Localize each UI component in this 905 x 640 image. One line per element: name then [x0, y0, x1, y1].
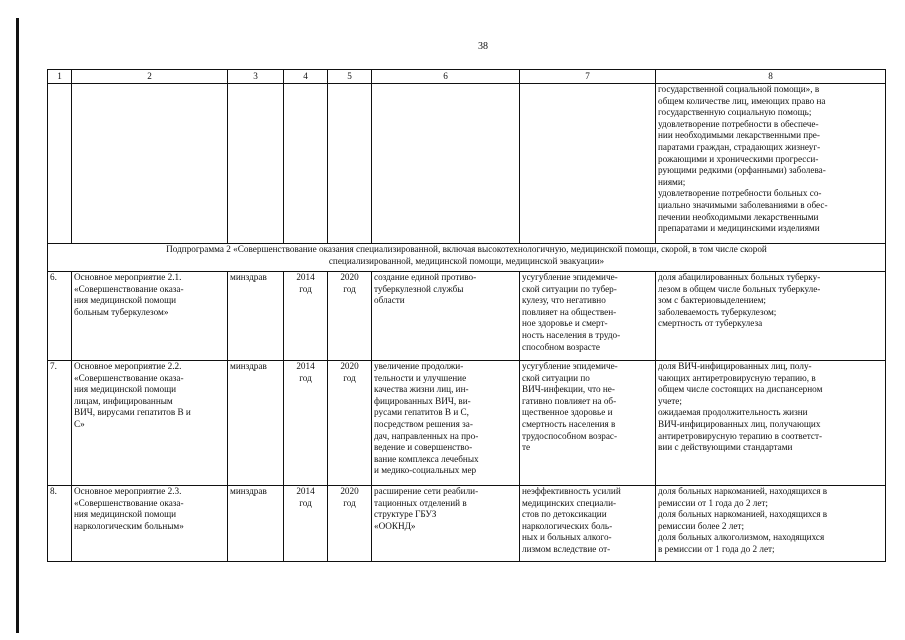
text-line: государственной социальной помощи», в: [658, 84, 820, 94]
text-line: С»: [74, 418, 85, 429]
text-line: ность населения в трудо-: [522, 329, 621, 340]
text-line: ное здоровье и смерт-: [522, 318, 608, 329]
text-line: смертность от туберкулеза: [658, 318, 763, 329]
text-line: туберкулезной службы: [374, 283, 464, 294]
text-line: «Совершенствование оказа-: [74, 372, 184, 383]
text-line: 2014: [296, 361, 315, 371]
col-header: 5: [328, 70, 372, 84]
text-line: ВИЧ, вирусами гепатитов В и: [74, 407, 191, 418]
consequence-cell: [520, 361, 656, 486]
executor-cell: минздрав: [228, 486, 284, 562]
text-line: доля абацилированных больных туберку-: [658, 272, 821, 282]
text-line: «Совершенствование оказа-: [74, 497, 184, 508]
text-line: усугубление эпидемиче-: [522, 272, 618, 282]
measure-name-cell: [72, 486, 228, 562]
text-line: наркологических боль-: [522, 520, 613, 531]
text-line: ожидаемая продолжительность жизни: [658, 407, 808, 418]
text-line: расширение сети реабили-: [374, 486, 479, 496]
measure-name-cell: [72, 272, 228, 361]
text-line: печении необходимыми лекарственными: [658, 211, 819, 222]
text-line: учете;: [658, 395, 682, 406]
text-line: лезом в общем числе больных туберкуле-: [658, 283, 821, 294]
table-cell: [372, 84, 520, 244]
text-line: дач, направленных на про-: [374, 430, 479, 441]
start-year-cell: [284, 486, 328, 562]
text-line: в ремиссии от 1 года до 2 лет;: [658, 543, 775, 554]
text-line: 2020: [340, 272, 359, 282]
text-line: ВИЧ-инфекции, что не-: [522, 384, 615, 395]
text-line: 2014: [296, 272, 315, 282]
text-line: повлияет на обществен-: [522, 306, 617, 317]
text-line: год: [343, 372, 356, 383]
table-cell: [72, 84, 228, 244]
text-line: те: [522, 442, 531, 453]
text-line: ниями;: [658, 176, 686, 187]
text-line: общем количестве лиц, имеющих право на: [658, 95, 826, 106]
text-line: циально значимыми заболеваниями в обес-: [658, 199, 828, 210]
row-number: 7.: [48, 361, 72, 486]
subprogram-title: [48, 244, 886, 272]
text-line: год: [299, 372, 312, 383]
text-line: области: [374, 295, 405, 306]
text-line: ния медицинской помощи: [74, 295, 177, 306]
text-line: «Совершенствование оказа-: [74, 283, 184, 294]
end-year-cell: [328, 486, 372, 562]
text-line: русами гепатитов В и С,: [374, 407, 469, 418]
text-line: тельности и улучшение: [374, 372, 467, 383]
text-line: год: [343, 497, 356, 508]
col-header: 3: [228, 70, 284, 84]
measure-name-cell: [72, 361, 228, 486]
indicators-cell: [656, 84, 886, 244]
text-line: увеличение продолжи-: [374, 361, 464, 371]
text-line: доля больных наркоманией, находящихся в: [658, 486, 828, 496]
text-line: лицам, инфицированным: [74, 395, 173, 406]
start-year-cell: [284, 272, 328, 361]
text-line: ных и больных алкого-: [522, 532, 612, 543]
result-cell: [372, 486, 520, 562]
result-cell: [372, 361, 520, 486]
start-year-cell: [284, 361, 328, 486]
text-line: ВИЧ-инфицированных лиц, получающих: [658, 418, 821, 429]
text-line: ской ситуации по тубер-: [522, 283, 617, 294]
text-line: удовлетворение потребности в обеспече-: [658, 118, 819, 129]
text-line: 2014: [296, 486, 315, 496]
text-line: структуре ГБУЗ: [374, 509, 437, 520]
text-line: ния медицинской помощи: [74, 384, 177, 395]
text-line: чающих антиретровирусную терапию, в: [658, 372, 816, 383]
text-line: рующими редкими (орфанными) заболева-: [658, 165, 826, 176]
text-line: медицинских специали-: [522, 497, 617, 508]
text-line: вание комплекса лечебных: [374, 453, 479, 464]
text-line: Основное мероприятие 2.2.: [74, 361, 182, 371]
text-line: вии с действующими стандартами: [658, 442, 793, 453]
text-line: тационных отделений в: [374, 497, 467, 508]
subprogram-line: Подпрограмма 2 «Совершенствование оказания специализированной, включая высокотехнологичную, медицинской помощи, скорой, в том числе скорой: [166, 244, 767, 254]
subprogram-row: [48, 244, 886, 272]
text-line: ремиссии более 2 лет;: [658, 520, 744, 531]
col-header: 4: [284, 70, 328, 84]
col-header: 6: [372, 70, 520, 84]
consequence-cell: [520, 272, 656, 361]
table-cell: [520, 84, 656, 244]
text-line: паратами граждан, страдающих жизнеуг-: [658, 141, 821, 152]
indicators-cell: [656, 361, 886, 486]
text-line: ремиссии от 1 года до 2 лет;: [658, 497, 768, 508]
executor-cell: минздрав: [228, 272, 284, 361]
program-table: [47, 69, 886, 562]
result-cell: [372, 272, 520, 361]
text-line: удовлетворение потребности больных со-: [658, 188, 822, 199]
text-line: лизмом вследствие от-: [522, 543, 611, 554]
text-line: Основное мероприятие 2.3.: [74, 486, 182, 496]
indicators-cell: [656, 486, 886, 562]
text-line: щественное здоровье и: [522, 407, 613, 418]
table-cell: [284, 84, 328, 244]
text-line: стов по детоксикации: [522, 509, 607, 520]
text-line: год: [343, 283, 356, 294]
text-line: Основное мероприятие 2.1.: [74, 272, 182, 282]
text-line: качества жизни лиц, ин-: [374, 384, 469, 395]
text-line: 2020: [340, 361, 359, 371]
indicators-cell: [656, 272, 886, 361]
text-line: создание единой противо-: [374, 272, 477, 282]
text-line: 2020: [340, 486, 359, 496]
text-line: год: [299, 283, 312, 294]
col-header: 2: [72, 70, 228, 84]
end-year-cell: [328, 272, 372, 361]
consequence-cell: [520, 486, 656, 562]
row-number: 6.: [48, 272, 72, 361]
text-line: наркологическим больным»: [74, 520, 184, 531]
text-line: и медико-социальных мер: [374, 465, 477, 476]
text-line: нии необходимыми лекарственными пре-: [658, 130, 820, 141]
text-line: антиретровирусную терапию в соответст-: [658, 430, 823, 441]
text-line: смертность населения в: [522, 418, 616, 429]
text-line: кулезу, что негативно: [522, 295, 606, 306]
text-line: препаратами и медицинскими изделиями: [658, 223, 820, 234]
text-line: неэффективность усилий: [522, 486, 621, 496]
table-cell: [228, 84, 284, 244]
table-row: [48, 486, 886, 562]
text-line: трудоспособном возрас-: [522, 430, 618, 441]
text-line: рожающими и хроническими прогресси-: [658, 153, 819, 164]
text-line: «ООКНД»: [374, 520, 416, 531]
row-number: 8.: [48, 486, 72, 562]
text-line: государственную социальную помощь;: [658, 107, 812, 118]
binding-line: [16, 18, 19, 633]
page-number: 38: [478, 41, 488, 52]
text-line: доля ВИЧ-инфицированных лиц, полу-: [658, 361, 812, 371]
text-line: доля больных наркоманией, находящихся в: [658, 509, 828, 520]
subprogram-line: специализированной, медицинской помощи, медицинской эвакуации»: [328, 255, 605, 266]
text-line: доля больных алкоголизмом, находящихся: [658, 532, 825, 543]
text-line: заболеваемость туберкулезом;: [658, 306, 777, 317]
text-line: больным туберкулезом»: [74, 306, 169, 317]
table-cell: [48, 84, 72, 244]
column-number-row: [48, 70, 886, 84]
text-line: год: [299, 497, 312, 508]
text-line: фицированных ВИЧ, ви-: [374, 395, 471, 406]
text-line: ния медицинской помощи: [74, 509, 177, 520]
col-header: 1: [48, 70, 72, 84]
text-line: способном возрасте: [522, 341, 600, 352]
text-line: общем числе состоящих на диспансерном: [658, 384, 823, 395]
text-line: зом с бактериовыделением;: [658, 295, 766, 306]
text-line: ведение и совершенство-: [374, 442, 473, 453]
col-header: 7: [520, 70, 656, 84]
table-row: [48, 361, 886, 486]
end-year-cell: [328, 361, 372, 486]
col-header: 8: [656, 70, 886, 84]
continuation-row: [48, 84, 886, 244]
table-cell: [328, 84, 372, 244]
text-line: гативно повлияет на об-: [522, 395, 617, 406]
executor-cell: минздрав: [228, 361, 284, 486]
text-line: усугубление эпидемиче-: [522, 361, 618, 371]
text-line: ской ситуации по: [522, 372, 590, 383]
table-row: [48, 272, 886, 361]
text-line: посредством решения за-: [374, 418, 473, 429]
